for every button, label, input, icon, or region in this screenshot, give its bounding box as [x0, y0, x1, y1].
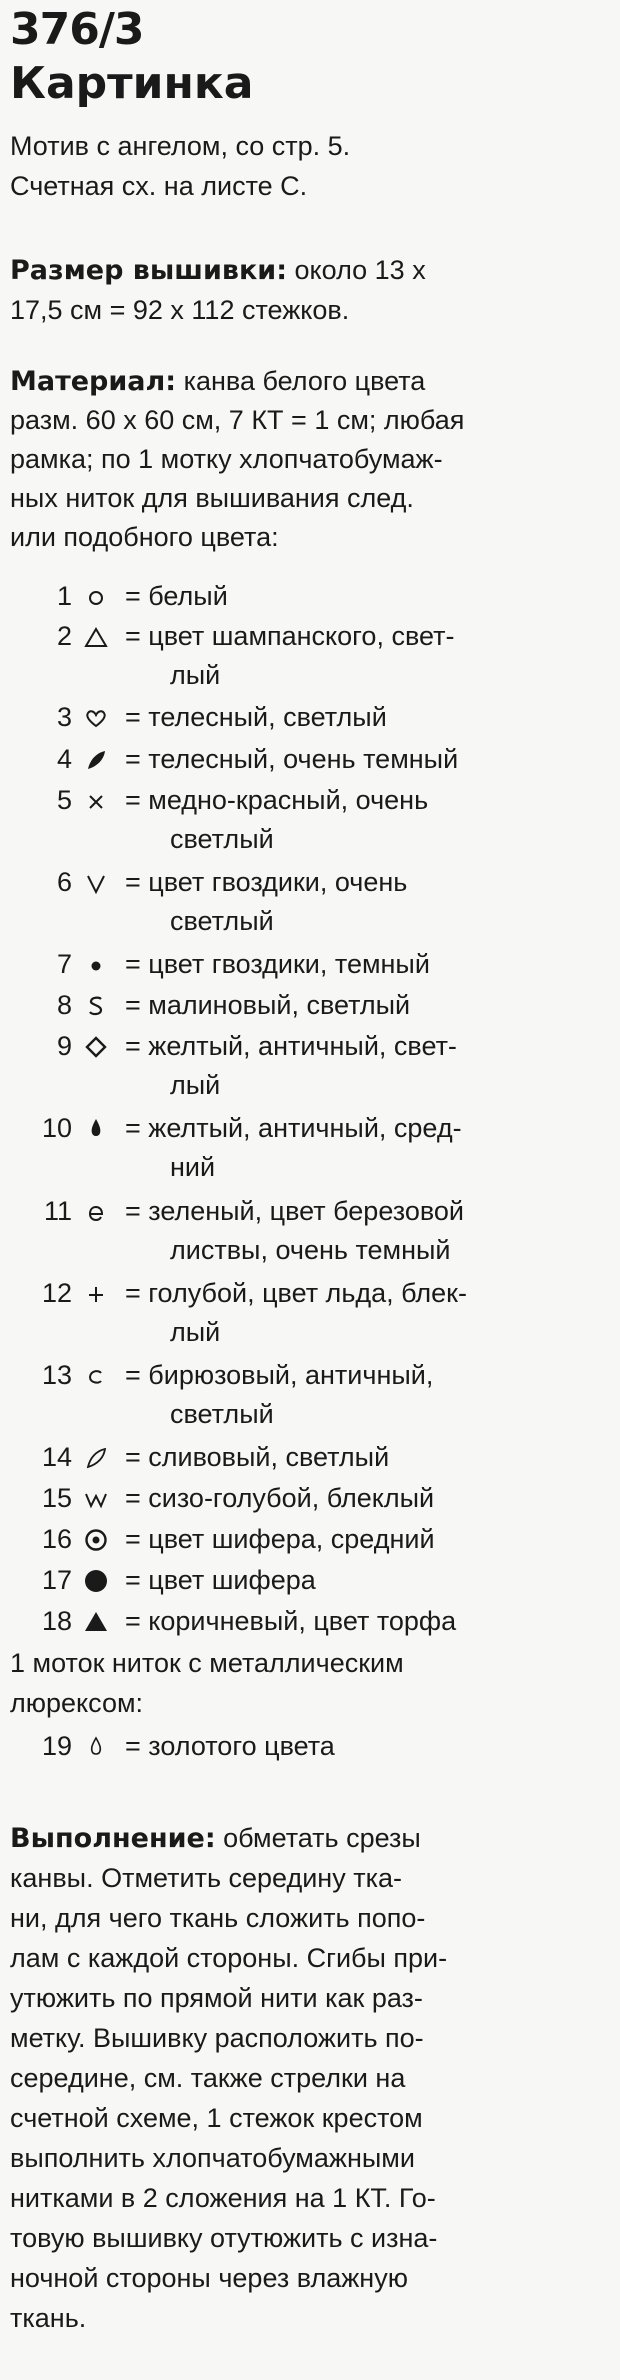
legend-number: 3: [56, 702, 72, 732]
material-text-start: канва белого цвета: [176, 366, 426, 396]
legend-item: [10, 784, 610, 817]
legend-desc: = цвет шампанского, свет-: [125, 621, 455, 651]
material-line-5: или подобного цвета:: [10, 522, 279, 552]
legend-number: 18: [41, 1606, 72, 1636]
legend-desc: = зеленый, цвет березовой: [125, 1196, 464, 1226]
s-letter-icon: [79, 989, 113, 1022]
execution-line: канвы. Отметить середину тка-: [10, 1863, 403, 1893]
execution-line: товую вышивку отутюжить с изна-: [10, 2223, 438, 2253]
leaf-icon: [79, 743, 113, 776]
legend-desc: = голубой, цвет льда, блек-: [125, 1278, 467, 1308]
legend-number: 11: [43, 1196, 72, 1226]
legend-desc-continued: лый: [170, 1070, 221, 1100]
pattern-title: Картинка: [10, 58, 254, 109]
legend-desc: = цвет гвоздики, темный: [125, 949, 430, 979]
open-circle-icon: [79, 580, 113, 613]
execution-line: выполнить хлопчатобумажными: [10, 2143, 415, 2173]
execution-line: лам с каждой стороны. Сгибы при-: [10, 1943, 448, 1973]
legend-item-continued: [10, 1316, 610, 1349]
lurex-line-2: люрексом:: [10, 1688, 144, 1718]
legend-number: 4: [56, 744, 72, 774]
legend-item-continued: [10, 1398, 610, 1431]
legend-item-continued: [10, 823, 610, 856]
execution-line: нитками в 2 сложения на 1 КТ. Го-: [10, 2183, 436, 2213]
legend-item-continued: [10, 1234, 610, 1267]
legend-item: [10, 1195, 610, 1228]
legend-number: 1: [56, 581, 72, 611]
legend-desc: = малиновый, светлый: [125, 990, 411, 1020]
legend-number: 17: [41, 1565, 72, 1595]
legend-number: 16: [41, 1524, 72, 1554]
legend-desc: = бирюзовый, античный,: [125, 1360, 434, 1390]
legend-desc: = золотого цвета: [125, 1731, 335, 1761]
execution-line-1: [10, 1822, 610, 1855]
material-label: Материал:: [10, 366, 177, 397]
legend-item: [10, 1605, 610, 1638]
filled-triangle-icon: [79, 1605, 113, 1638]
open-leaf-icon: [79, 1441, 113, 1474]
legend-desc: = белый: [125, 581, 228, 611]
legend-item: [10, 580, 610, 613]
legend-number: 14: [41, 1442, 72, 1472]
small-dot-icon: [79, 948, 113, 981]
legend-desc: = сизо-голубой, блеклый: [125, 1483, 435, 1513]
legend-desc-continued: светлый: [170, 1399, 274, 1429]
legend-desc: = коричневый, цвет торфа: [125, 1606, 457, 1636]
intro-line-2: Счетная сх. на листе С.: [10, 171, 308, 201]
legend-desc: = телесный, светлый: [125, 702, 387, 732]
legend-desc: = сливовый, светлый: [125, 1442, 390, 1472]
material-line-3: рамка; по 1 мотку хлопчатобумаж-: [10, 444, 443, 474]
legend-item: [10, 1359, 610, 1392]
legend-desc: = желтый, античный, сред-: [125, 1113, 462, 1143]
legend-item: [10, 866, 610, 899]
execution-line: ткань.: [10, 2303, 87, 2333]
legend-item: [10, 948, 610, 981]
c-letter-icon: [79, 1359, 113, 1392]
legend-item-continued: [10, 659, 610, 692]
legend-number: 15: [41, 1483, 72, 1513]
legend-number: 9: [56, 1031, 72, 1061]
legend-item-continued: [10, 1151, 610, 1184]
legend-number: 6: [56, 867, 72, 897]
drop-icon: [79, 1112, 113, 1145]
filled-circle-icon: [79, 1564, 113, 1597]
material-line-2: разм. 60 х 60 см, 7 КТ = 1 см; любая: [10, 405, 465, 435]
legend-item: [10, 743, 610, 776]
legend-item: [10, 620, 610, 653]
legend-desc-continued: светлый: [170, 906, 274, 936]
open-drop-icon: [79, 1730, 113, 1763]
legend-desc-continued: листвы, очень темный: [170, 1235, 451, 1265]
material-line-4: ных ниток для вышивания след.: [10, 483, 414, 513]
legend-desc-continued: лый: [170, 1317, 221, 1347]
legend-desc-continued: ний: [170, 1152, 216, 1182]
legend-item: [10, 1441, 610, 1474]
legend-item: [10, 1112, 610, 1145]
size-value-start: около 13 х: [287, 255, 426, 285]
legend-number: 12: [41, 1278, 72, 1308]
size-line-2: 17,5 см = 92 х 112 стежков.: [10, 295, 350, 325]
execution-label: Выполнение:: [10, 1823, 216, 1854]
legend-desc-continued: лый: [170, 660, 221, 690]
execution-line: счетной схеме, 1 стежок крестом: [10, 2103, 423, 2133]
legend-desc: = цвет гвоздики, очень: [125, 867, 408, 897]
execution-line: утюжить по прямой нити как раз-: [10, 1983, 423, 2013]
open-triangle-icon: [79, 620, 113, 653]
execution-line: ночной стороны через влажную: [10, 2263, 408, 2293]
v-letter-icon: [79, 866, 113, 899]
e-letter-icon: [79, 1195, 113, 1228]
legend-item-continued: [10, 905, 610, 938]
legend-desc: = цвет шифера: [125, 1565, 316, 1595]
open-diamond-icon: [79, 1030, 113, 1063]
legend-desc: = цвет шифера, средний: [125, 1524, 435, 1554]
legend-item: [10, 1523, 610, 1556]
cross-x-icon: [79, 784, 113, 817]
legend-desc: = медно-красный, очень: [125, 785, 429, 815]
legend-item: [10, 1277, 610, 1310]
size-label: Размер вышивки:: [10, 255, 288, 286]
size-line-1: [10, 254, 610, 287]
legend-number: 7: [56, 949, 72, 979]
plus-icon: [79, 1277, 113, 1310]
legend-item: [10, 1482, 610, 1515]
legend-desc: = телесный, очень темный: [125, 744, 459, 774]
legend-item-gold: [10, 1730, 610, 1763]
dotted-circle-icon: [79, 1523, 113, 1556]
heart-icon: [79, 701, 113, 734]
execution-text-start: обметать срезы: [215, 1823, 421, 1853]
execution-line: метку. Вышивку расположить по-: [10, 2023, 424, 2053]
legend-item: [10, 701, 610, 734]
legend-desc: = желтый, античный, свет-: [125, 1031, 457, 1061]
lurex-line-1: 1 моток ниток с металлическим: [10, 1648, 404, 1678]
legend-number: 13: [41, 1360, 72, 1390]
legend-item: [10, 1030, 610, 1063]
material-line-1: [10, 365, 610, 398]
intro-line-1: Мотив с ангелом, со стр. 5.: [10, 131, 351, 161]
legend-number: 10: [41, 1113, 72, 1143]
legend-item: [10, 989, 610, 1022]
legend-number: 2: [56, 621, 72, 651]
legend-number: 8: [56, 990, 72, 1020]
execution-line: ни, для чего ткань сложить попо-: [10, 1903, 426, 1933]
w-letter-icon: [79, 1482, 113, 1515]
legend-number: 5: [56, 785, 72, 815]
legend-number: 19: [41, 1731, 72, 1761]
legend-desc-continued: светлый: [170, 824, 274, 854]
legend-item: [10, 1564, 610, 1597]
legend-item-continued: [10, 1069, 610, 1102]
pattern-number: 376/3: [10, 4, 144, 55]
execution-line: середине, см. также стрелки на: [10, 2063, 406, 2093]
